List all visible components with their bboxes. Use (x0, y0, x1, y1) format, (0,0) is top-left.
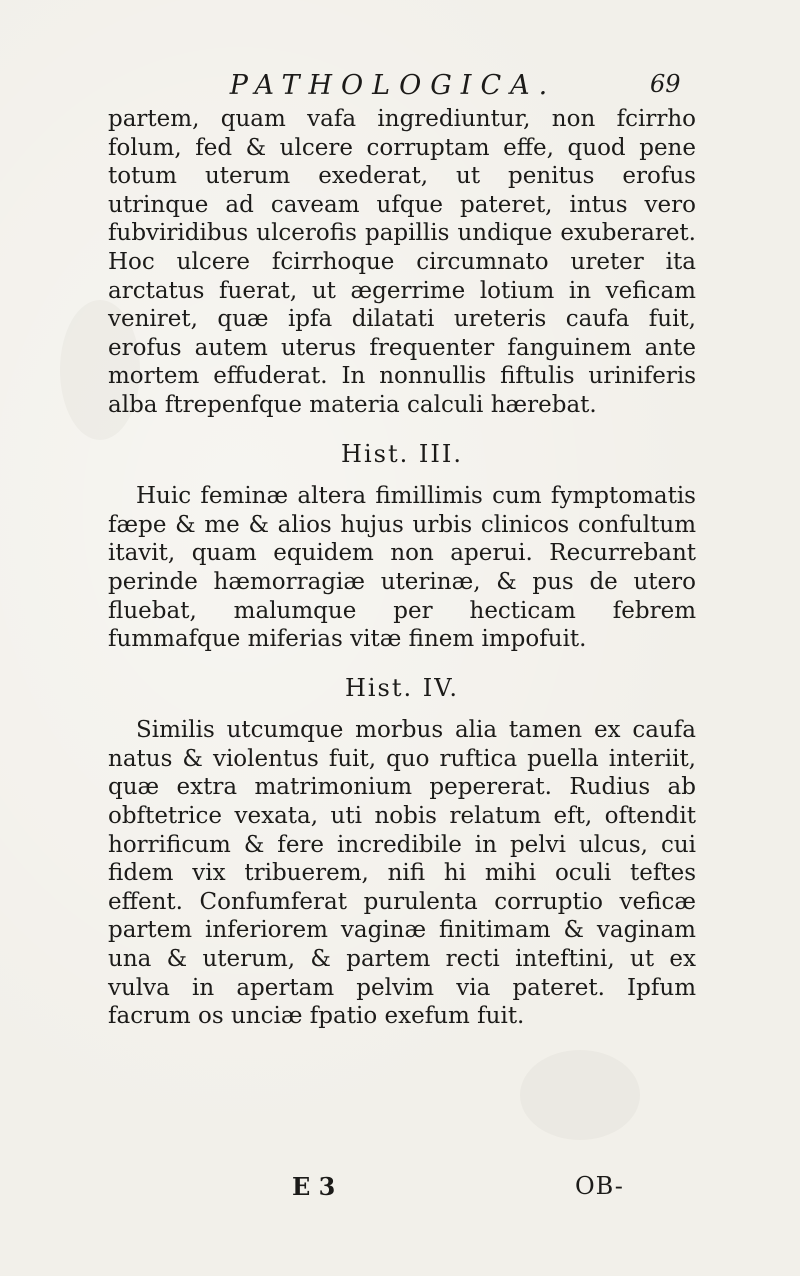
text-block (108, 105, 696, 1031)
section-heading-hist-4: Hist. IV. (344, 673, 460, 702)
page-number: 69 (650, 70, 681, 98)
paragraph-hist-3: Huic feminæ altera fimillimis cum fymptomatis fæpe & me & alios hujus urbis clinicos confultum itavit, quam equidem non aperui. Recurrebant perinde hæmorragiæ uterinæ, & pus de utero fluebat, malumque per hecticam febrem fummafque miferias vitæ finem impofuit. (108, 483, 696, 653)
paper-stain (520, 1050, 640, 1140)
section-heading-hist-3: Hist. III. (341, 439, 463, 468)
running-header: PATHOLOGICA. (229, 70, 557, 101)
catchword: OB- (575, 1172, 624, 1200)
signature-mark: E 3 (292, 1172, 336, 1201)
paragraph-continued: partem, quam vafa ingrediuntur, non fcirrho folum, fed & ulcere corruptam effe, quod pene totum uterum exederat, ut penitus erofus utrinque ad caveam ufque pateret, intus vero fubviridibus ulcerofis papillis undique exuberaret. Hoc ulcere fcirrhoque circumnato ureter ita arctatus fuerat, ut ægerrime lotium in veficam veniret, quæ ipfa dilatati ureteris caufa fuit, erofus autem uterus frequenter fanguinem ante mortem effuderat. In nonnullis fiftulis uriniferis alba ftrepenfque materia calculi hærebat. (108, 106, 696, 418)
paragraph-hist-4: Similis utcumque morbus alia tamen ex caufa natus & violentus fuit, quo ruftica puella interiit, quæ extra matrimonium pepererat. Rudius ab obftetrice vexata, uti nobis relatum eft, oftendit horrificum & fere incredibile in pelvi ulcus, cui fidem vix tribuerem, nifi hi mihi oculi teftes effent. Confumferat purulenta corruptio veficæ partem inferiorem vaginæ finitimam & vaginam una & uterum, & partem recti inteftini, ut ex vulva in apertam pelvim via pateret. Ipfum facrum os unciæ fpatio exefum fuit. (108, 717, 696, 1030)
